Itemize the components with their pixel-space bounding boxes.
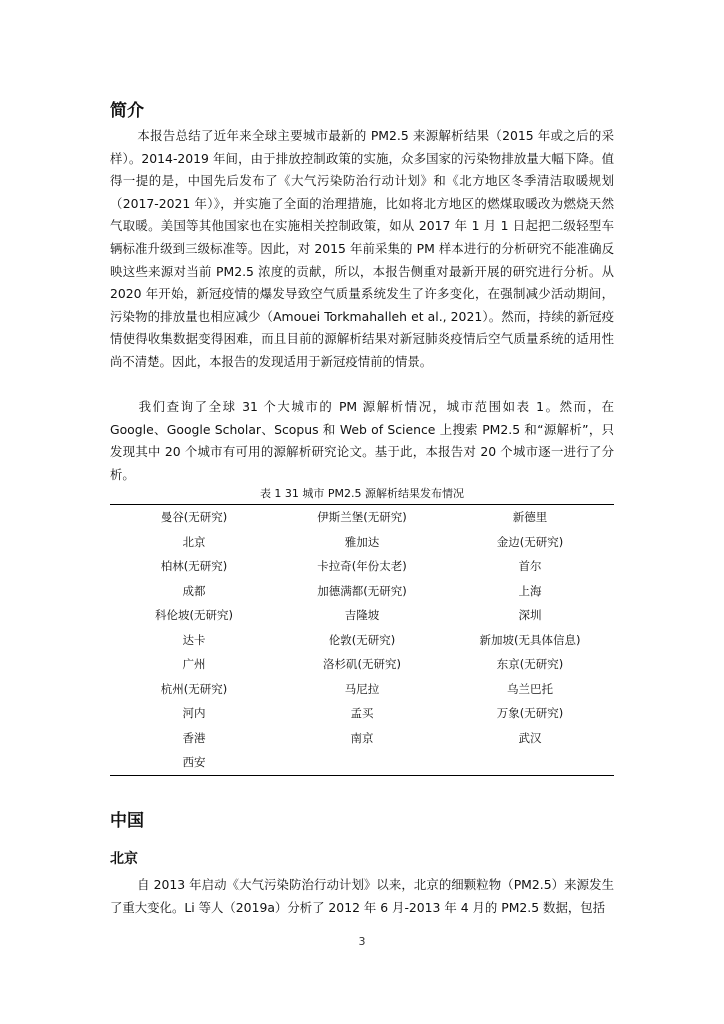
city-table-body [110,505,614,776]
table-cell: 北京 [182,534,206,549]
table-cell: 深圳 [518,608,542,623]
table-cell: 柏林(无研究) [160,559,228,574]
section-title-beijing: 北京 [110,851,138,867]
table-row [110,701,614,726]
table-cell: 武汉 [518,730,542,745]
table-cell: 金边(无研究) [496,534,564,549]
table-cell: 新加坡(无具体信息) [479,632,581,647]
table-row [110,652,614,677]
table-cell: 西安 [182,755,206,770]
table-row [110,554,614,579]
table-cell: 首尔 [518,559,542,574]
table-cell: 伦敦(无研究) [328,632,396,647]
table-row [110,603,614,628]
table-row [110,628,614,653]
table-row [110,530,614,555]
table-cell: 成都 [182,583,206,598]
section-title-china: 中国 [110,811,144,831]
table-row [110,677,614,702]
table-cell: 卡拉奇(年份太老) [317,559,407,574]
table-cell: 万象(无研究) [496,706,564,721]
table-row [110,505,614,530]
city-table [110,504,614,776]
table-row [110,579,614,604]
table-cell: 乌兰巴托 [507,681,553,696]
table-cell: 洛杉矶(无研究) [323,657,401,672]
table-cell: 达卡 [182,632,206,647]
table-caption: 表 1 31 城市 PM2.5 源解析结果发布情况 [259,487,465,500]
table-cell: 东京(无研究) [496,657,564,672]
table-cell [446,750,614,775]
table-cell: 上海 [518,583,542,598]
beijing-paragraph-1-text: 自 2013 年启动《大气污染防治行动计划》以来，北京的细颗粒物（PM2.5）来源发生了重大变化。Li 等人（2019a）分析了 2012 年 6 月-2013 年 4 月的 PM2.5 数据，包括 [110,877,614,915]
table-cell: 加德满都(无研究) [317,583,407,598]
table-cell: 马尼拉 [344,681,380,696]
table-cell: 南京 [350,730,374,745]
table-cell: 吉隆坡 [344,608,380,623]
table-cell: 杭州(无研究) [160,681,228,696]
beijing-paragraph-1 [110,874,614,919]
intro-paragraph-2-text: 我们查询了全球 31 个大城市的 PM 源解析情况，城市范围如表 1。然而，在 Google、Google Scholar、Scopus 和 Web of Science 上搜索 PM2.5 和“源解析”，只发现其中 20 个城市有可用的源解析研究论文。基于此，本报告对 20 个城市逐一进行了分析。 [110,399,614,482]
table-row [110,750,614,775]
table-cell: 河内 [182,706,206,721]
table-cell: 曼谷(无研究) [160,510,228,525]
page-number: 3 [358,935,366,948]
table-cell: 孟买 [350,706,374,721]
table-cell: 广州 [182,657,206,672]
section-title-intro: 简介 [110,101,144,121]
table-cell: 新德里 [512,510,548,525]
intro-paragraph-1-text: 本报告总结了近年来全球主要城市最新的 PM2.5 来源解析结果（2015 年或之后的采样）。2014-2019 年间，由于排放控制政策的实施，众多国家的污染物排放量大幅下降。值得一提的是，中国先后发布了《大气污染防治行动计划》和《北方地区冬季清洁取暖规划（2017-2021 年）》，并实施了全面的治理措施，比如将北方地区的燃煤取暖改为燃烧天然气取暖。美国等其他国家也在实施相关控制政策，如从 2017 年 1 月 1 日起把二级轻型车辆标准升级到三级标准等。因此，对 2015 年前采集的 PM 样本进行的分析研究不能准确反映这些来源对当前 PM2.5 浓度的贡献，所以，本报告侧重对最新开展的研究进行分析。从 2020 年开始，新冠疫情的爆发导致空气质量系统发生了许多变化，在强制减少活动期间，污染物的排放量也相应减少（Amouei Torkmahalleh et al., 2021）。然而，持续的新冠疫情使得收集数据变得困难，而且目前的源解析结果对新冠肺炎疫情后空气质量系统的适用性尚不清楚。因此，本报告的发现适用于新冠疫情前的情景。 [110,128,614,369]
intro-paragraph-2 [110,396,614,486]
table-cell: 雅加达 [344,534,380,549]
table-cell [278,750,446,775]
table-cell: 伊斯兰堡(无研究) [317,510,407,525]
table-cell: 科伦坡(无研究) [155,608,233,623]
table-row [110,726,614,751]
table-cell: 香港 [182,730,206,745]
intro-paragraph-1 [110,125,614,374]
